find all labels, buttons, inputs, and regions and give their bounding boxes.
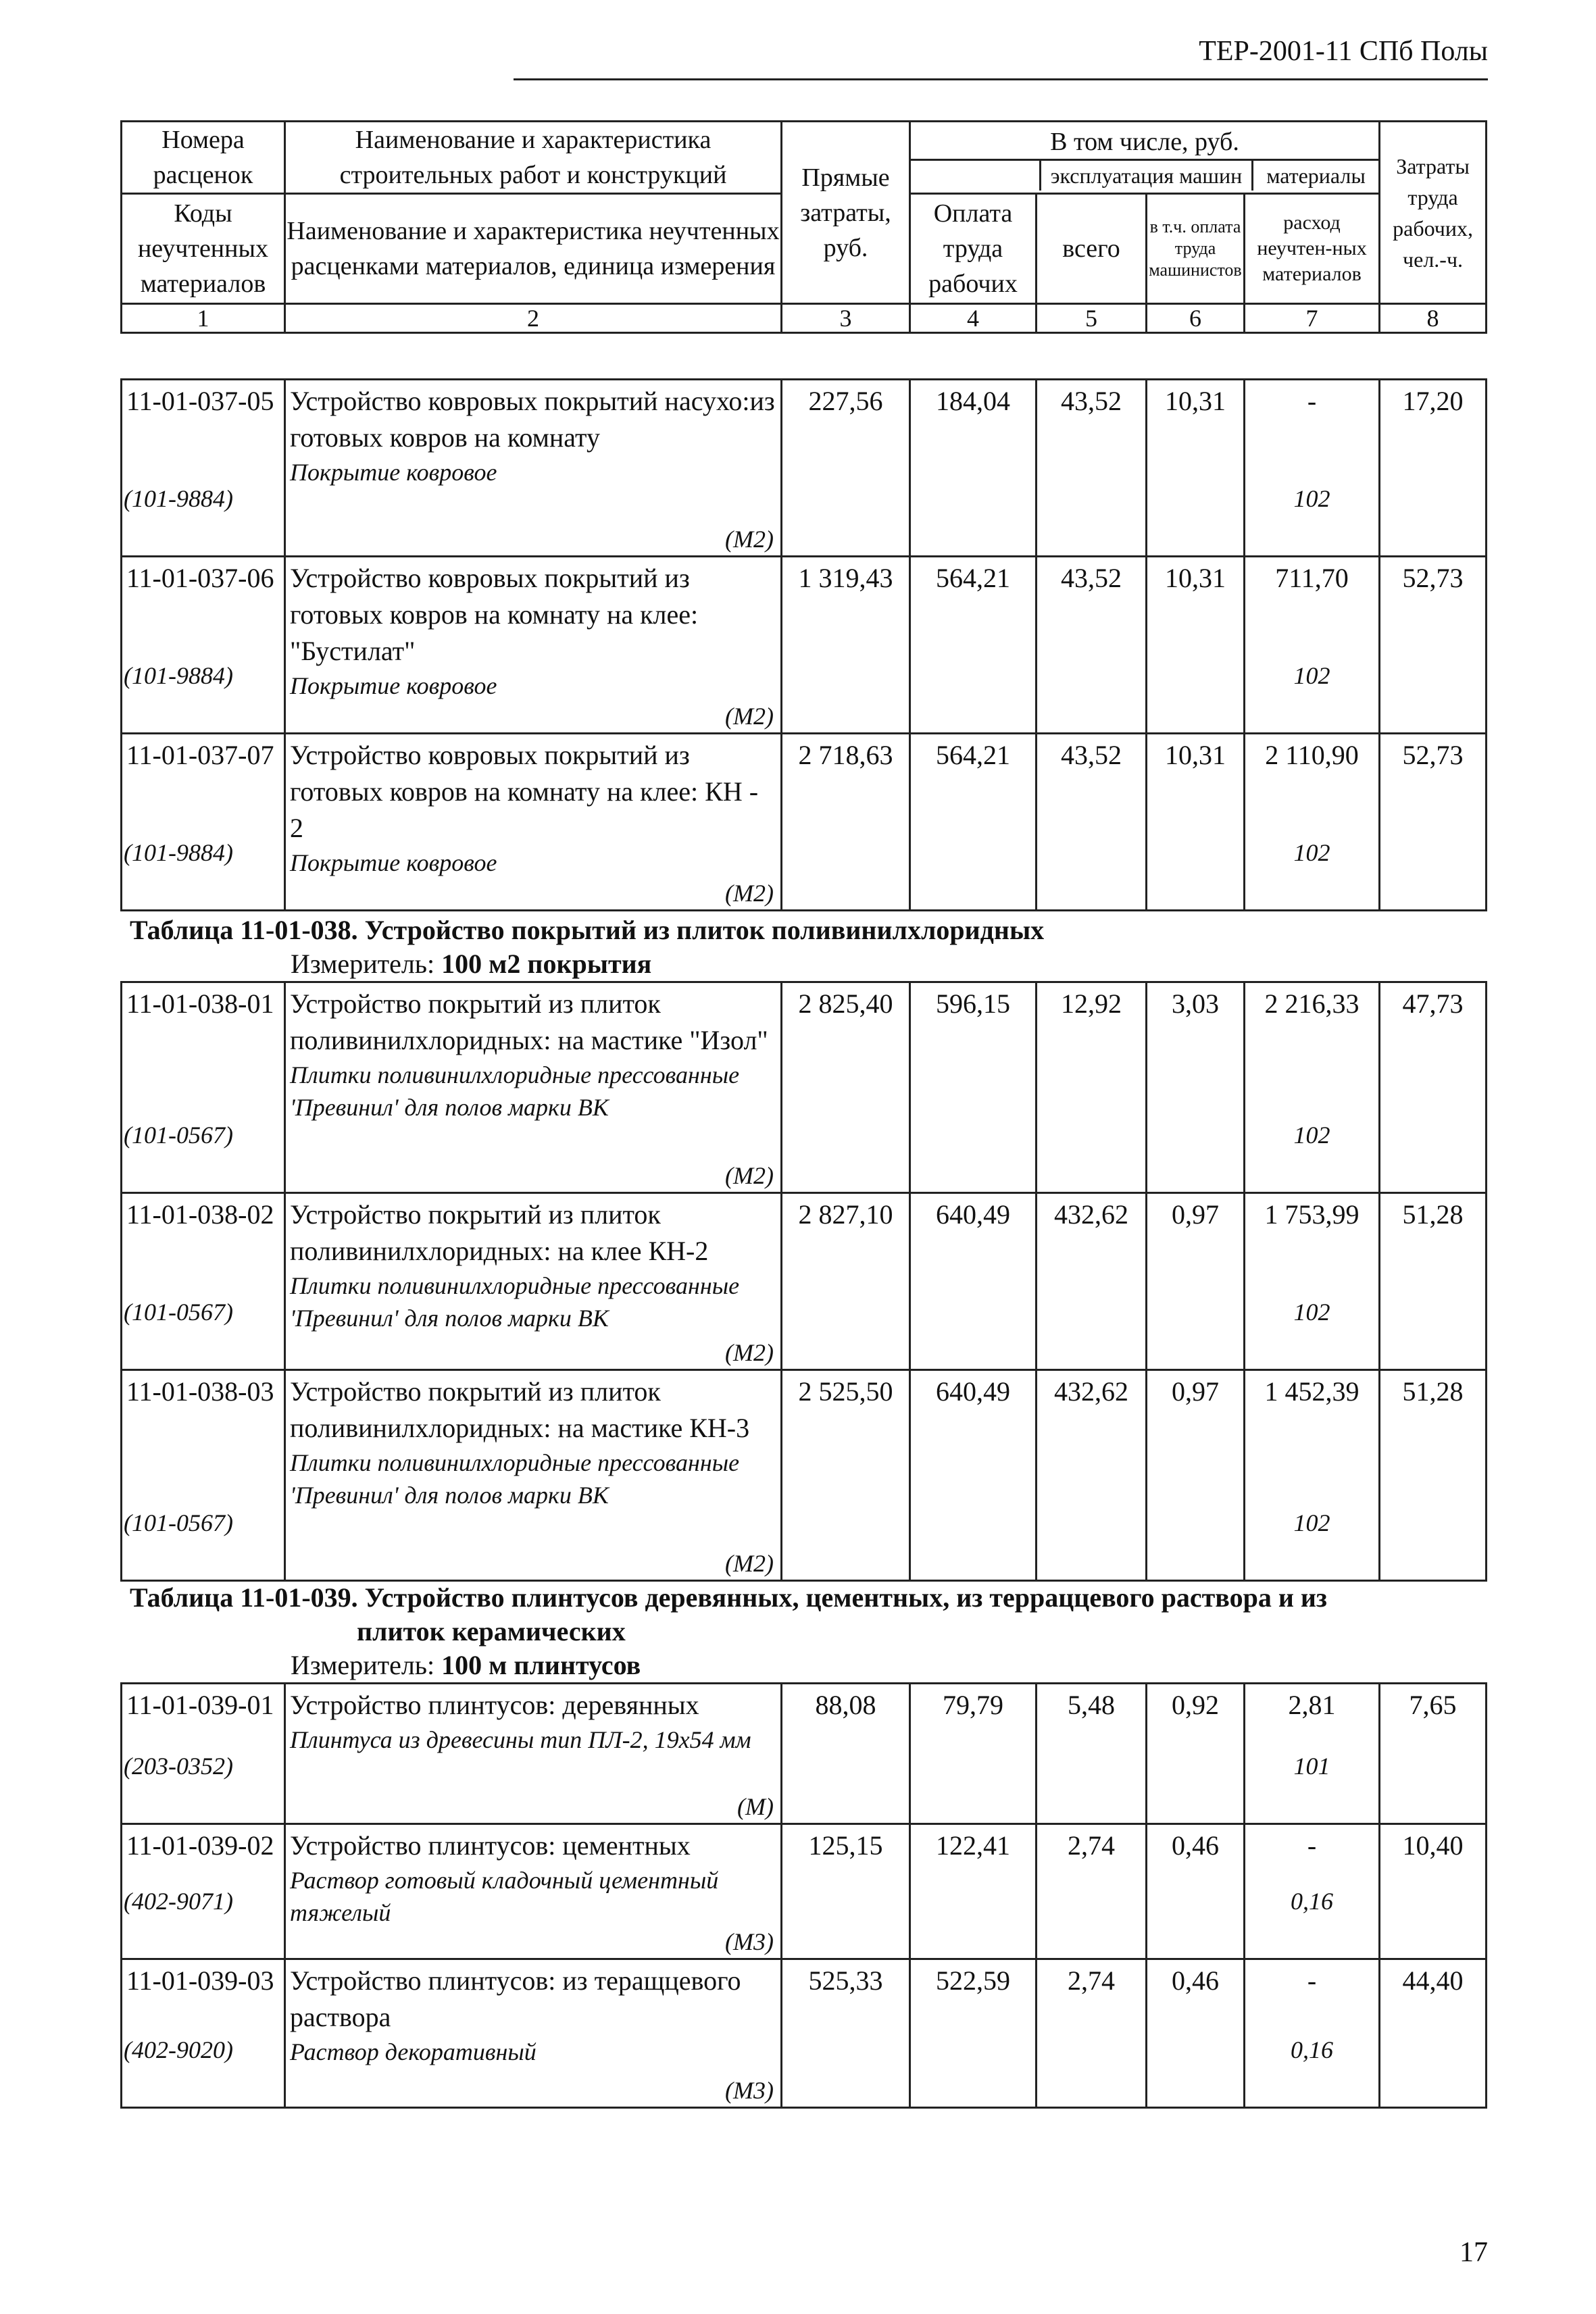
materials-cost: 1 452,39 <box>1264 1376 1360 1407</box>
header-including-label: В том числе, руб. <box>911 125 1378 161</box>
materials-cost: 2 110,90 <box>1265 740 1359 770</box>
material-quantity: 102 <box>1293 1122 1330 1149</box>
table-title-039-line1: Таблица 11-01-039. Устройство плинтусов деревянных, цементных, из терраццевого раствора и из <box>130 1582 1327 1613</box>
machine-costs: 43,52 <box>1037 557 1147 734</box>
material-quantity: 102 <box>1293 485 1330 512</box>
header-including <box>910 122 1380 194</box>
worker-wages: 596,15 <box>910 982 1037 1193</box>
operator-wages: 0,97 <box>1147 1370 1245 1581</box>
page-number: 17 <box>1460 2237 1488 2268</box>
direct-costs: 2 825,40 <box>782 982 910 1193</box>
labor-hours: 51,28 <box>1380 1370 1487 1581</box>
material-code: (101-0567) <box>124 1122 233 1149</box>
work-description-cell <box>285 557 782 734</box>
machine-costs: 432,62 <box>1037 1370 1147 1581</box>
material-code: (101-9884) <box>124 485 233 512</box>
table-title-038: Таблица 11-01-038. Устройство покрытий из плиток поливинилхлоридных <box>130 915 1045 945</box>
work-name: Устройство покрытий из плиток поливинилхлоридных: на клее КН-2 <box>290 1199 709 1266</box>
column-header-table <box>120 120 1487 334</box>
operator-wages: 3,03 <box>1147 982 1245 1193</box>
rate-code-cell <box>122 1824 285 1959</box>
work-name: Устройство покрытий из плиток поливинилхлоридных: на мастике КН-3 <box>290 1376 750 1443</box>
unit-of-measure: (М2) <box>725 1339 774 1366</box>
material-quantity: 102 <box>1293 1299 1330 1326</box>
material-name: Плитки поливинилхлоридные прессованные 'Превинил' для полов марки ВК <box>290 1061 740 1121</box>
work-name: Устройство ковровых покрытий из готовых ковров на комнату на клее: "Бустилат" <box>290 563 699 666</box>
machine-costs: 432,62 <box>1037 1193 1147 1370</box>
work-description-cell <box>285 380 782 557</box>
table-row <box>122 1959 1487 2108</box>
rate-code: 11-01-039-01 <box>126 1690 274 1720</box>
meter-039 <box>291 1649 641 1682</box>
material-name: Покрытие ковровое <box>290 849 497 876</box>
machine-costs: 5,48 <box>1037 1684 1147 1824</box>
work-description-cell <box>285 1824 782 1959</box>
meter-label: Измеритель: <box>291 1650 442 1680</box>
labor-hours: 52,73 <box>1380 734 1487 911</box>
operator-wages: 10,31 <box>1147 380 1245 557</box>
materials-cost: 711,70 <box>1275 563 1349 593</box>
materials-cost: - <box>1307 1965 1317 1996</box>
labor-hours: 10,40 <box>1380 1824 1487 1959</box>
header-num-5: 5 <box>1037 304 1147 333</box>
table-row <box>122 380 1487 557</box>
header-material-names: Наименование и характеристика неучтенных расценками материалов, единица измерения <box>285 194 782 304</box>
meter-label: Измеритель: <box>291 949 442 979</box>
material-code: (203-0352) <box>124 1753 233 1780</box>
header-num-7: 7 <box>1245 304 1380 333</box>
rate-code: 11-01-038-02 <box>126 1199 274 1230</box>
unit-of-measure: (М3) <box>725 2077 774 2104</box>
work-description-cell <box>285 734 782 911</box>
rate-code-cell <box>122 557 285 734</box>
material-code: (101-0567) <box>124 1299 233 1326</box>
operator-wages: 0,46 <box>1147 1959 1245 2108</box>
direct-costs: 2 718,63 <box>782 734 910 911</box>
worker-wages: 564,21 <box>910 557 1037 734</box>
rate-code: 11-01-039-03 <box>126 1965 274 1996</box>
materials-cell <box>1245 982 1380 1193</box>
material-quantity: 102 <box>1293 839 1330 866</box>
material-quantity: 0,16 <box>1291 2036 1333 2063</box>
header-work-name: Наименование и характеристика строительных работ и конструкций <box>285 122 782 194</box>
labor-hours: 51,28 <box>1380 1193 1487 1370</box>
header-unaccounted-materials: расход неучтен-ных материалов <box>1245 194 1380 304</box>
header-machines-total: всего <box>1037 194 1147 304</box>
material-quantity: 101 <box>1293 1753 1330 1780</box>
header-operator-wages: в т.ч. оплата труда машинистов <box>1147 194 1245 304</box>
material-quantity: 0,16 <box>1291 1888 1333 1915</box>
operator-wages: 0,97 <box>1147 1193 1245 1370</box>
header-num-3: 3 <box>782 304 910 333</box>
rate-code-cell <box>122 1959 285 2108</box>
header-num-4: 4 <box>910 304 1037 333</box>
materials-cell <box>1245 1684 1380 1824</box>
rate-code: 11-01-037-07 <box>126 740 274 770</box>
work-name: Устройство плинтусов: деревянных <box>290 1690 699 1720</box>
rate-code-cell <box>122 1370 285 1581</box>
materials-cost: 2 216,33 <box>1264 988 1360 1019</box>
header-direct-costs: Прямые затраты, руб. <box>782 122 910 304</box>
work-description-cell <box>285 982 782 1193</box>
header-labor-hours: Затраты труда рабочих, чел.-ч. <box>1380 122 1487 304</box>
material-quantity: 102 <box>1293 1509 1330 1536</box>
work-description-cell <box>285 1684 782 1824</box>
work-name: Устройство ковровых покрытий из готовых ковров на комнату на клее: КН - 2 <box>290 740 759 843</box>
rate-code-cell <box>122 982 285 1193</box>
work-description-cell <box>285 1959 782 2108</box>
materials-cost: - <box>1307 386 1317 416</box>
machine-costs: 12,92 <box>1037 982 1147 1193</box>
direct-costs: 1 319,43 <box>782 557 910 734</box>
table-row <box>122 1824 1487 1959</box>
materials-cell <box>1245 734 1380 911</box>
work-name: Устройство плинтусов: из теращцевого раствора <box>290 1965 741 2032</box>
direct-costs: 125,15 <box>782 1824 910 1959</box>
direct-costs: 88,08 <box>782 1684 910 1824</box>
header-num-6: 6 <box>1147 304 1245 333</box>
unit-of-measure: (М2) <box>725 880 774 907</box>
materials-cell <box>1245 557 1380 734</box>
rate-code: 11-01-039-02 <box>126 1830 274 1861</box>
table-row <box>122 557 1487 734</box>
materials-cost: - <box>1307 1830 1317 1861</box>
header-machines: эксплуатация машин <box>1039 161 1253 191</box>
rate-code: 11-01-038-01 <box>126 988 274 1019</box>
machine-costs: 2,74 <box>1037 1959 1147 2108</box>
header-num-1: 1 <box>122 304 285 333</box>
unit-of-measure: (М2) <box>725 703 774 730</box>
table-11-01-037 <box>120 378 1487 911</box>
material-name: Покрытие ковровое <box>290 672 497 699</box>
meter-value: 100 м плинтусов <box>441 1650 641 1680</box>
labor-hours: 47,73 <box>1380 982 1487 1193</box>
material-name: Плитки поливинилхлоридные прессованные 'Превинил' для полов марки ВК <box>290 1449 740 1509</box>
rate-code: 11-01-037-06 <box>126 563 274 593</box>
worker-wages: 79,79 <box>910 1684 1037 1824</box>
direct-costs: 2 525,50 <box>782 1370 910 1581</box>
table-row <box>122 1370 1487 1581</box>
table-row <box>122 734 1487 911</box>
table-11-01-038 <box>120 981 1487 1582</box>
unit-of-measure: (М) <box>737 1793 774 1820</box>
materials-cell <box>1245 1370 1380 1581</box>
material-name: Покрытие ковровое <box>290 459 497 486</box>
header-rate-numbers: Номера расценок <box>122 122 285 194</box>
unit-of-measure: (М3) <box>725 1928 774 1955</box>
material-code: (101-9884) <box>124 839 233 866</box>
header-material-codes: Коды неучтенных материалов <box>122 194 285 304</box>
operator-wages: 0,46 <box>1147 1824 1245 1959</box>
header-num-2: 2 <box>285 304 782 333</box>
worker-wages: 184,04 <box>910 380 1037 557</box>
meter-value: 100 м2 покрытия <box>441 949 652 979</box>
table-title-039-line2: плиток керамических <box>357 1616 626 1646</box>
table-row <box>122 1684 1487 1824</box>
work-name: Устройство покрытий из плиток поливинилхлоридных: на мастике "Изол" <box>290 988 768 1055</box>
rate-code-cell <box>122 1684 285 1824</box>
work-description-cell <box>285 1370 782 1581</box>
operator-wages: 0,92 <box>1147 1684 1245 1824</box>
unit-of-measure: (М2) <box>725 526 774 553</box>
direct-costs: 2 827,10 <box>782 1193 910 1370</box>
labor-hours: 44,40 <box>1380 1959 1487 2108</box>
page-header: ТЕР-2001-11 СПб Полы <box>1199 36 1488 67</box>
materials-cost: 2,81 <box>1288 1690 1336 1720</box>
labor-hours: 52,73 <box>1380 557 1487 734</box>
rate-code-cell <box>122 380 285 557</box>
work-name: Устройство плинтусов: цементных <box>290 1830 691 1861</box>
worker-wages: 522,59 <box>910 1959 1037 2108</box>
worker-wages: 564,21 <box>910 734 1037 911</box>
table-row <box>122 982 1487 1193</box>
labor-hours: 17,20 <box>1380 380 1487 557</box>
work-description-cell <box>285 1193 782 1370</box>
material-code: (402-9020) <box>124 2036 233 2063</box>
header-wages: Оплата труда рабочих <box>910 194 1037 304</box>
materials-cell <box>1245 1193 1380 1370</box>
work-name: Устройство ковровых покрытий насухо:из готовых ковров на комнату <box>290 386 775 453</box>
operator-wages: 10,31 <box>1147 557 1245 734</box>
worker-wages: 640,49 <box>910 1193 1037 1370</box>
material-name: Раствор декоративный <box>290 2038 537 2065</box>
unit-of-measure: (М2) <box>725 1550 774 1577</box>
header-num-8: 8 <box>1380 304 1487 333</box>
unit-of-measure: (М2) <box>725 1162 774 1189</box>
worker-wages: 122,41 <box>910 1824 1037 1959</box>
operator-wages: 10,31 <box>1147 734 1245 911</box>
worker-wages: 640,49 <box>910 1370 1037 1581</box>
table-11-01-039 <box>120 1682 1487 2109</box>
material-quantity: 102 <box>1293 662 1330 689</box>
machine-costs: 43,52 <box>1037 380 1147 557</box>
direct-costs: 227,56 <box>782 380 910 557</box>
direct-costs: 525,33 <box>782 1959 910 2108</box>
rate-code-cell <box>122 734 285 911</box>
rate-code: 11-01-037-05 <box>126 386 274 416</box>
header-rule <box>514 78 1488 80</box>
materials-cell <box>1245 380 1380 557</box>
rate-code-cell <box>122 1193 285 1370</box>
material-code: (101-9884) <box>124 662 233 689</box>
machine-costs: 2,74 <box>1037 1824 1147 1959</box>
materials-cell <box>1245 1959 1380 2108</box>
material-code: (402-9071) <box>124 1888 233 1915</box>
material-name: Раствор готовый кладочный цементный тяжелый <box>290 1867 719 1926</box>
material-code: (101-0567) <box>124 1509 233 1536</box>
material-name: Плитки поливинилхлоридные прессованные 'Превинил' для полов марки ВК <box>290 1272 740 1332</box>
labor-hours: 7,65 <box>1380 1684 1487 1824</box>
rate-code: 11-01-038-03 <box>126 1376 274 1407</box>
header-materials: материалы <box>1266 163 1366 188</box>
machine-costs: 43,52 <box>1037 734 1147 911</box>
table-row <box>122 1193 1487 1370</box>
materials-cost: 1 753,99 <box>1264 1199 1360 1230</box>
meter-038 <box>291 947 651 981</box>
materials-cell <box>1245 1824 1380 1959</box>
material-name: Плинтуса из древесины тип ПЛ-2, 19х54 мм <box>290 1726 751 1753</box>
